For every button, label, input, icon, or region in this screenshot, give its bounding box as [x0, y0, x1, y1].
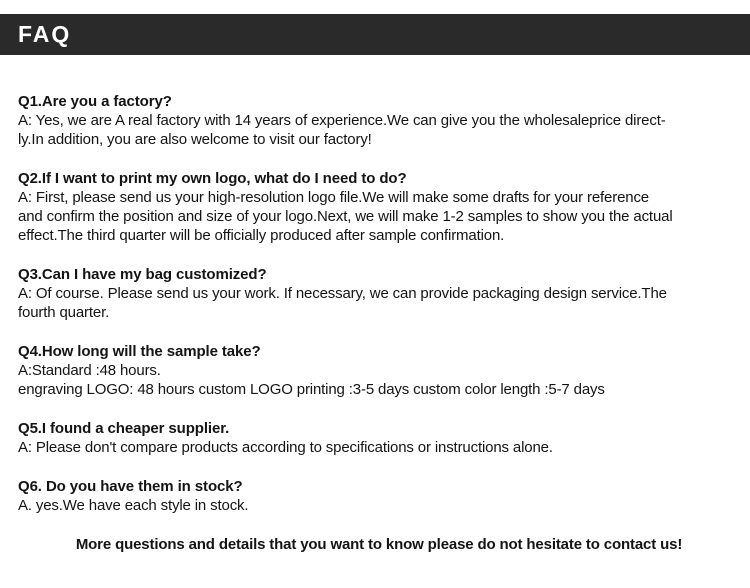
faq-content [0, 55, 750, 554]
question-heading: Q6. Do you have them in stock? [18, 478, 243, 495]
answer-line: fourth quarter. [18, 304, 110, 321]
question-heading: Q5.I found a cheaper supplier. [18, 420, 230, 437]
faq-section [18, 169, 740, 245]
answer-line: A: First, please send us your high-resolution logo file.We will make some drafts for your reference [18, 189, 649, 206]
answer-line: A:Standard :48 hours. [18, 362, 161, 379]
faq-sections [18, 92, 740, 515]
answer-line: effect.The third quarter will be officially produced after sample confirmation. [18, 227, 505, 244]
question-heading: Q3.Can I have my bag customized? [18, 266, 267, 283]
question-heading: Q2.If I want to print my own logo, what do I need to do? [18, 170, 407, 187]
footer-note: More questions and details that you want to know please do not hesitate to contact us! [75, 536, 683, 553]
faq-header-bar [0, 14, 750, 55]
answer-line: A: Of course. Please send us your work. If necessary, we can provide packaging design service.The [18, 285, 667, 302]
faq-section [18, 477, 740, 515]
answer-line: and confirm the position and size of your logo.Next, we will make 1-2 samples to show you the actual [18, 208, 673, 225]
answer-line: A: Yes, we are A real factory with 14 years of experience.We can give you the wholesaleprice direct- [18, 112, 666, 129]
answer-line: A. yes.We have each style in stock. [18, 497, 249, 514]
faq-section [18, 92, 740, 149]
answer-line: ly.In addition, you are also welcome to visit our factory! [18, 131, 372, 148]
faq-section [18, 342, 740, 399]
answer-line: engraving LOGO: 48 hours custom LOGO printing :3-5 days custom color length :5-7 days [18, 381, 605, 398]
question-heading: Q1.Are you a factory? [18, 93, 172, 110]
faq-section [18, 265, 740, 322]
answer-line: A: Please don't compare products according to specifications or instructions alone. [18, 439, 553, 456]
faq-section [18, 419, 740, 457]
page-title: FAQ [18, 21, 72, 47]
question-heading: Q4.How long will the sample take? [18, 343, 261, 360]
